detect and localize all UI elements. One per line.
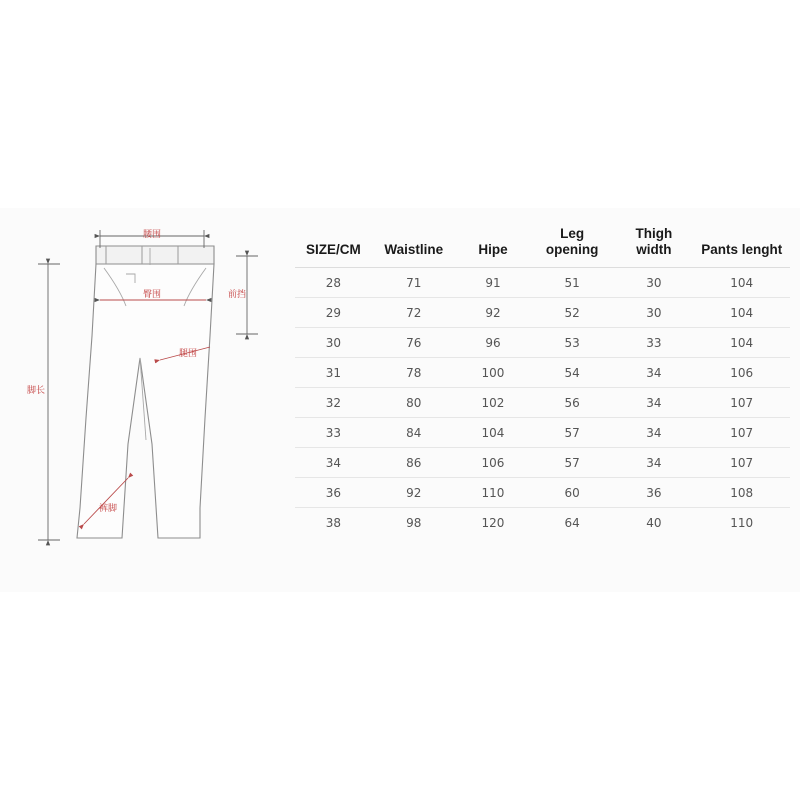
column-header-hipe: Hipe (478, 241, 508, 257)
cell-size: 36 (295, 478, 372, 508)
size-table-body (295, 268, 790, 538)
cell-leg-opening: 54 (530, 358, 614, 388)
column-header-leg-opening: Leg opening (545, 226, 599, 257)
cell-thigh-width: 36 (614, 478, 693, 508)
table-row (295, 448, 790, 478)
cell-leg-opening: 53 (530, 328, 614, 358)
cell-hipe: 96 (456, 328, 530, 358)
cell-thigh-width: 34 (614, 418, 693, 448)
label-rise: 前挡 (227, 290, 247, 300)
cell-waistline: 84 (372, 418, 456, 448)
cell-leg-opening: 51 (530, 268, 614, 298)
table-row (295, 268, 790, 298)
column-header-pants-length: Pants lenght (701, 241, 783, 257)
cell-thigh-width: 30 (614, 298, 693, 328)
cell-size: 30 (295, 328, 372, 358)
cell-leg-opening: 57 (530, 448, 614, 478)
cell-hipe: 104 (456, 418, 530, 448)
cell-pants-length: 107 (693, 448, 790, 478)
size-table (295, 222, 790, 537)
cell-size: 33 (295, 418, 372, 448)
cell-hipe: 102 (456, 388, 530, 418)
cell-waistline: 86 (372, 448, 456, 478)
cell-pants-length: 104 (693, 268, 790, 298)
table-row (295, 298, 790, 328)
cell-waistline: 72 (372, 298, 456, 328)
cell-size: 38 (295, 508, 372, 538)
cell-thigh-width: 34 (614, 388, 693, 418)
cell-leg-opening: 60 (530, 478, 614, 508)
cell-pants-length: 107 (693, 418, 790, 448)
cell-hipe: 92 (456, 298, 530, 328)
label-thigh: 腿围 (178, 349, 198, 359)
cell-thigh-width: 40 (614, 508, 693, 538)
jeans-diagram-svg (0, 208, 285, 592)
table-row (295, 478, 790, 508)
cell-leg-opening: 64 (530, 508, 614, 538)
cell-pants-length: 106 (693, 358, 790, 388)
size-table-panel (285, 208, 800, 592)
cell-waistline: 78 (372, 358, 456, 388)
column-header-size: SIZE/CM (305, 241, 361, 257)
cell-pants-length: 107 (693, 388, 790, 418)
table-row (295, 418, 790, 448)
cell-size: 31 (295, 358, 372, 388)
cell-hipe: 120 (456, 508, 530, 538)
label-leg-opening: 裤脚 (98, 504, 118, 514)
column-header-waistline: Waistline (384, 241, 444, 257)
size-chart-band (0, 208, 800, 592)
cell-hipe: 91 (456, 268, 530, 298)
cell-hipe: 110 (456, 478, 530, 508)
cell-leg-opening: 57 (530, 418, 614, 448)
column-header-thigh-width: Thigh width (635, 226, 673, 257)
table-row (295, 358, 790, 388)
cell-leg-opening: 56 (530, 388, 614, 418)
cell-waistline: 71 (372, 268, 456, 298)
cell-waistline: 80 (372, 388, 456, 418)
cell-hipe: 106 (456, 448, 530, 478)
cell-waistline: 98 (372, 508, 456, 538)
cell-size: 32 (295, 388, 372, 418)
table-row (295, 328, 790, 358)
cell-thigh-width: 30 (614, 268, 693, 298)
cell-thigh-width: 34 (614, 448, 693, 478)
cell-pants-length: 108 (693, 478, 790, 508)
cell-pants-length: 104 (693, 298, 790, 328)
cell-pants-length: 104 (693, 328, 790, 358)
table-row (295, 388, 790, 418)
label-pant-length: 脚长 (26, 386, 46, 396)
table-header-row (295, 222, 790, 268)
label-waist: 腰围 (142, 230, 162, 240)
label-hip: 臀围 (142, 290, 162, 300)
cell-size: 29 (295, 298, 372, 328)
cell-size: 34 (295, 448, 372, 478)
cell-thigh-width: 34 (614, 358, 693, 388)
size-table-head (295, 222, 790, 268)
cell-thigh-width: 33 (614, 328, 693, 358)
jeans-measurement-diagram (0, 208, 285, 592)
cell-leg-opening: 52 (530, 298, 614, 328)
cell-pants-length: 110 (693, 508, 790, 538)
cell-waistline: 92 (372, 478, 456, 508)
cell-size: 28 (295, 268, 372, 298)
table-row (295, 508, 790, 538)
cell-hipe: 100 (456, 358, 530, 388)
cell-waistline: 76 (372, 328, 456, 358)
